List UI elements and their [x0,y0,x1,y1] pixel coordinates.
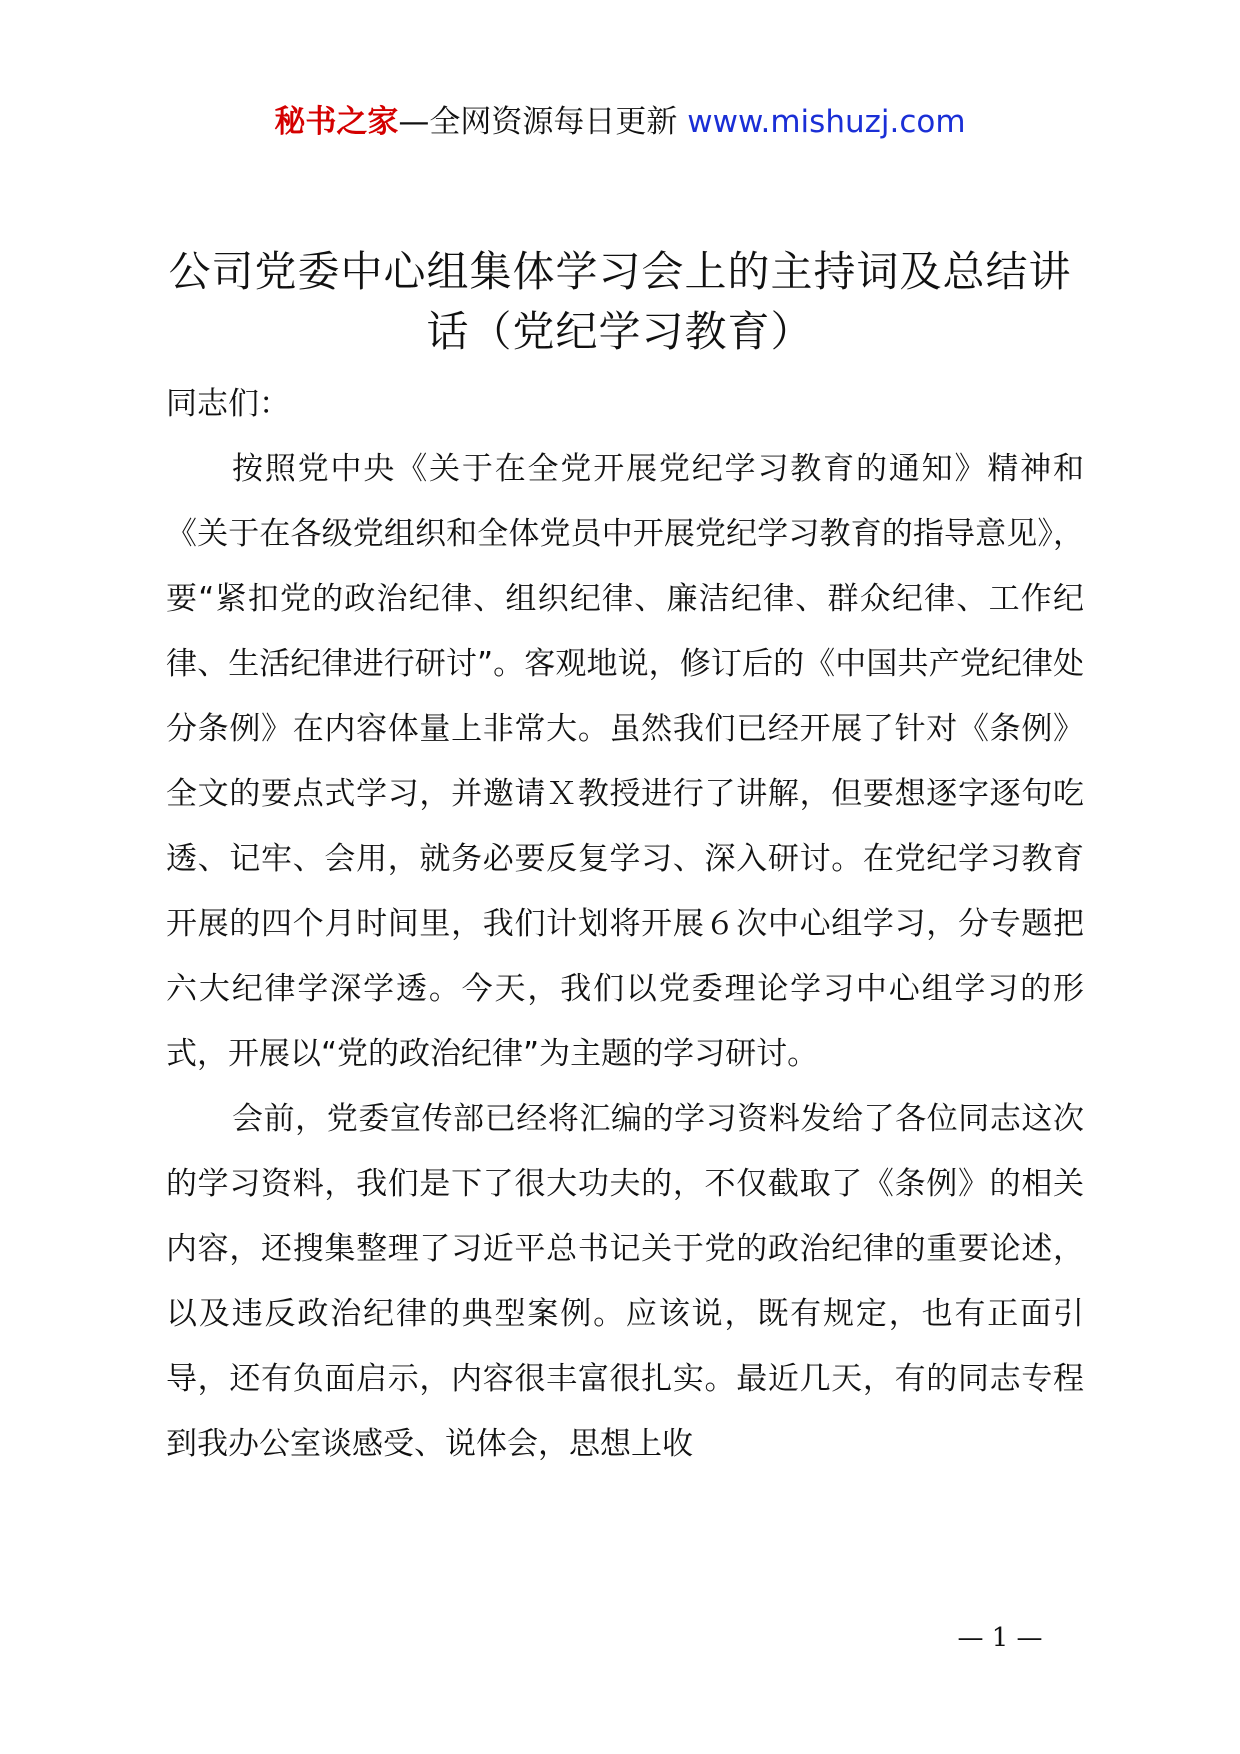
paragraph-2: 会前，党委宣传部已经将汇编的学习资料发给了各位同志这次的学习资料，我们是下了很大功夫的，不仅截取了《条例》的相关内容，还搜集整理了习近平总书记关于党的政治纪律的重要论述，以及违反政治纪律的典型案例。应该说，既有规定，也有正面引导，还有负面启示，内容很丰富很扎实。最近几天，有的同志专程到我办公室谈感受、说体会，思想上收 [166,1101,1084,1462]
document-body [166,372,1084,1477]
salutation: 同志们： [166,386,290,422]
banner-url-link[interactable]: www.mishuzj.com [687,104,966,140]
page-number: — 1 — [957,1623,1043,1653]
paragraph-1: 按照党中央《关于在全党开展党纪学习教育的通知》精神和《关于在各级党组织和全体党员中开展党纪学习教育的指导意见》，要“紧扣党的政治纪律、组织纪律、廉洁纪律、群众纪律、工作纪律、生活纪律进行研讨”。客观地说，修订后的《中国共产党纪律处分条例》在内容体量上非常大。虽然我们已经开展了针对《条例》全文的要点式学习，并邀请Ｘ教授进行了讲解，但要想逐字逐句吃透、记牢、会用，就务必要反复学习、深入研讨。在党纪学习教育开展的四个月时间里，我们计划将开展６次中心组学习，分专题把六大纪律学深学透。今天，我们以党委理论学习中心组学习的形式，开展以“党的政治纪律”为主题的学习研讨。 [166,451,1084,1072]
banner-tagline: —全网资源每日更新 [398,104,688,140]
document-title: 公司党委中心组集体学习会上的主持词及总结讲话（党纪学习教育） [168,247,1072,356]
banner-brand: 秘书之家 [274,104,399,140]
site-banner [0,100,1240,144]
